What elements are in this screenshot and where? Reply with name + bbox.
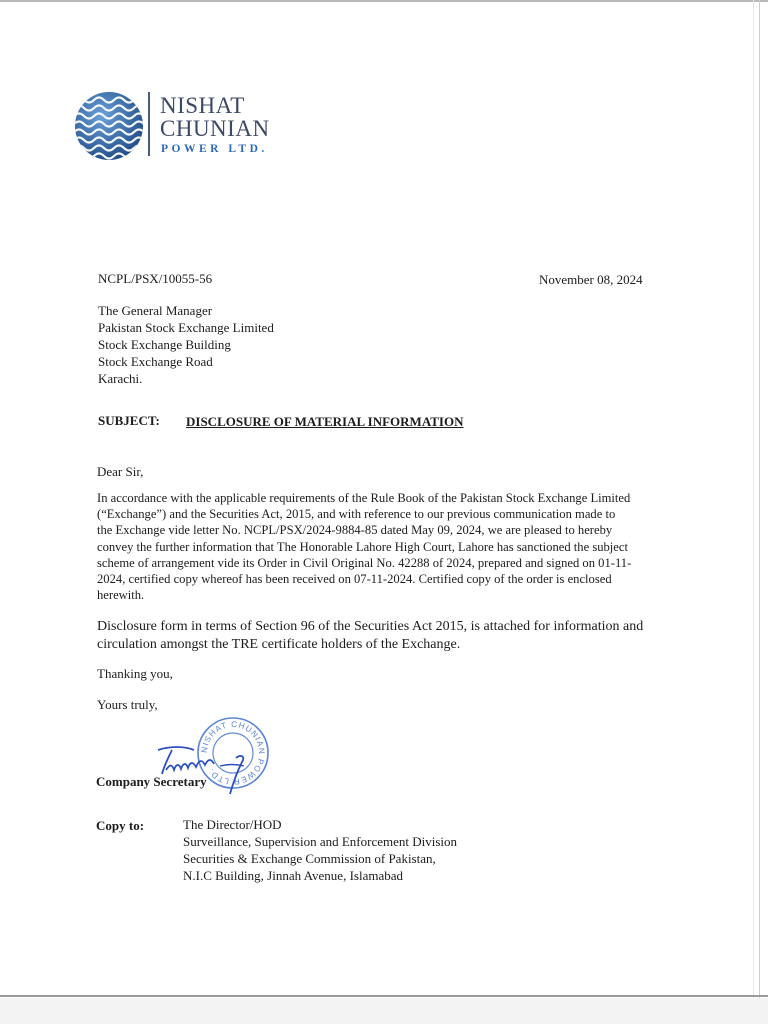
- reference-number: NCPL/PSX/10055-56: [98, 271, 213, 286]
- paragraph-line: In accordance with the applicable requirements of the Rule Book of the Pakistan Stock Exchange Limited: [97, 491, 631, 505]
- recipient-address: [98, 302, 274, 387]
- paragraph-line: scheme of arrangement vide its Order in Civil Original No. 42288 of 2024, prepared and signed on 01-11-: [97, 555, 632, 570]
- copy-to-address: [183, 816, 457, 884]
- recipient-line: Stock Exchange Road: [98, 354, 213, 369]
- recipient-line: Karachi.: [98, 371, 143, 386]
- recipient-line: Stock Exchange Building: [98, 337, 231, 352]
- logo-word-nishat: NISHAT: [160, 93, 245, 118]
- copy-to-line: Securities & Exchange Commission of Pakistan,: [183, 851, 436, 866]
- logo-word-chunian: CHUNIAN: [160, 116, 270, 141]
- copy-to-line: N.I.C Building, Jinnah Avenue, Islamabad: [183, 868, 404, 883]
- scan-margin-bottom: [0, 998, 768, 1024]
- paragraph-line: herewith.: [97, 588, 145, 603]
- closing-thanks: Thanking you,: [97, 666, 173, 681]
- scan-edge-right-inner: [753, 0, 754, 1000]
- paragraph-line: circulation amongst the TRE certificate holders of the Exchange.: [97, 636, 461, 652]
- subject-label: SUBJECT:: [98, 413, 160, 428]
- copy-to-label: Copy to:: [96, 818, 145, 833]
- signatory-title: Company Secretary: [96, 774, 207, 789]
- copy-to-line: Surveillance, Supervision and Enforcement Division: [183, 834, 458, 849]
- scan-edge-bottom: [0, 995, 768, 997]
- paragraph-line: convey the further information that The Honorable Lahore High Court, Lahore has sanctioned the subject: [97, 539, 628, 554]
- logo-divider: [148, 92, 150, 156]
- recipient-line: The General Manager: [98, 303, 213, 318]
- body-paragraph-2: [97, 618, 677, 653]
- paragraph-line: Disclosure form in terms of Section 96 of the Securities Act 2015, is attached for information and: [97, 619, 644, 634]
- company-logo: [74, 88, 314, 168]
- letter-date: November 08, 2024: [539, 272, 643, 287]
- body-paragraph-1: [97, 490, 667, 603]
- scan-edge-top: [0, 0, 768, 2]
- paragraph-line: the Exchange vide letter No. NCPL/PSX/2024-9884-85 dated May 09, 2024, we are pleased to hereby: [97, 523, 613, 538]
- scan-edge-right: [759, 0, 760, 1000]
- salutation: Dear Sir,: [97, 464, 144, 479]
- subject-text: DISCLOSURE OF MATERIAL INFORMATION: [186, 414, 464, 429]
- svg-text:NISHAT CHUNIAN POWER LTD.: NISHAT CHUNIAN POWER LTD.: [199, 719, 267, 787]
- paragraph-line: (“Exchange”) and the Securities Act, 2015, and with reference to our previous communication made to: [97, 507, 616, 522]
- closing-yours: Yours truly,: [97, 697, 158, 712]
- paragraph-line: 2024, certified copy whereof has been received on 07-11-2024. Certified copy of the order is enclosed: [97, 572, 612, 587]
- copy-to-line: The Director/HOD: [183, 817, 282, 832]
- recipient-line: Pakistan Stock Exchange Limited: [98, 320, 274, 335]
- signature-icon: [150, 744, 250, 800]
- logo-word-power-ltd: POWER LTD.: [161, 143, 268, 155]
- globe-logo-icon: [74, 90, 144, 162]
